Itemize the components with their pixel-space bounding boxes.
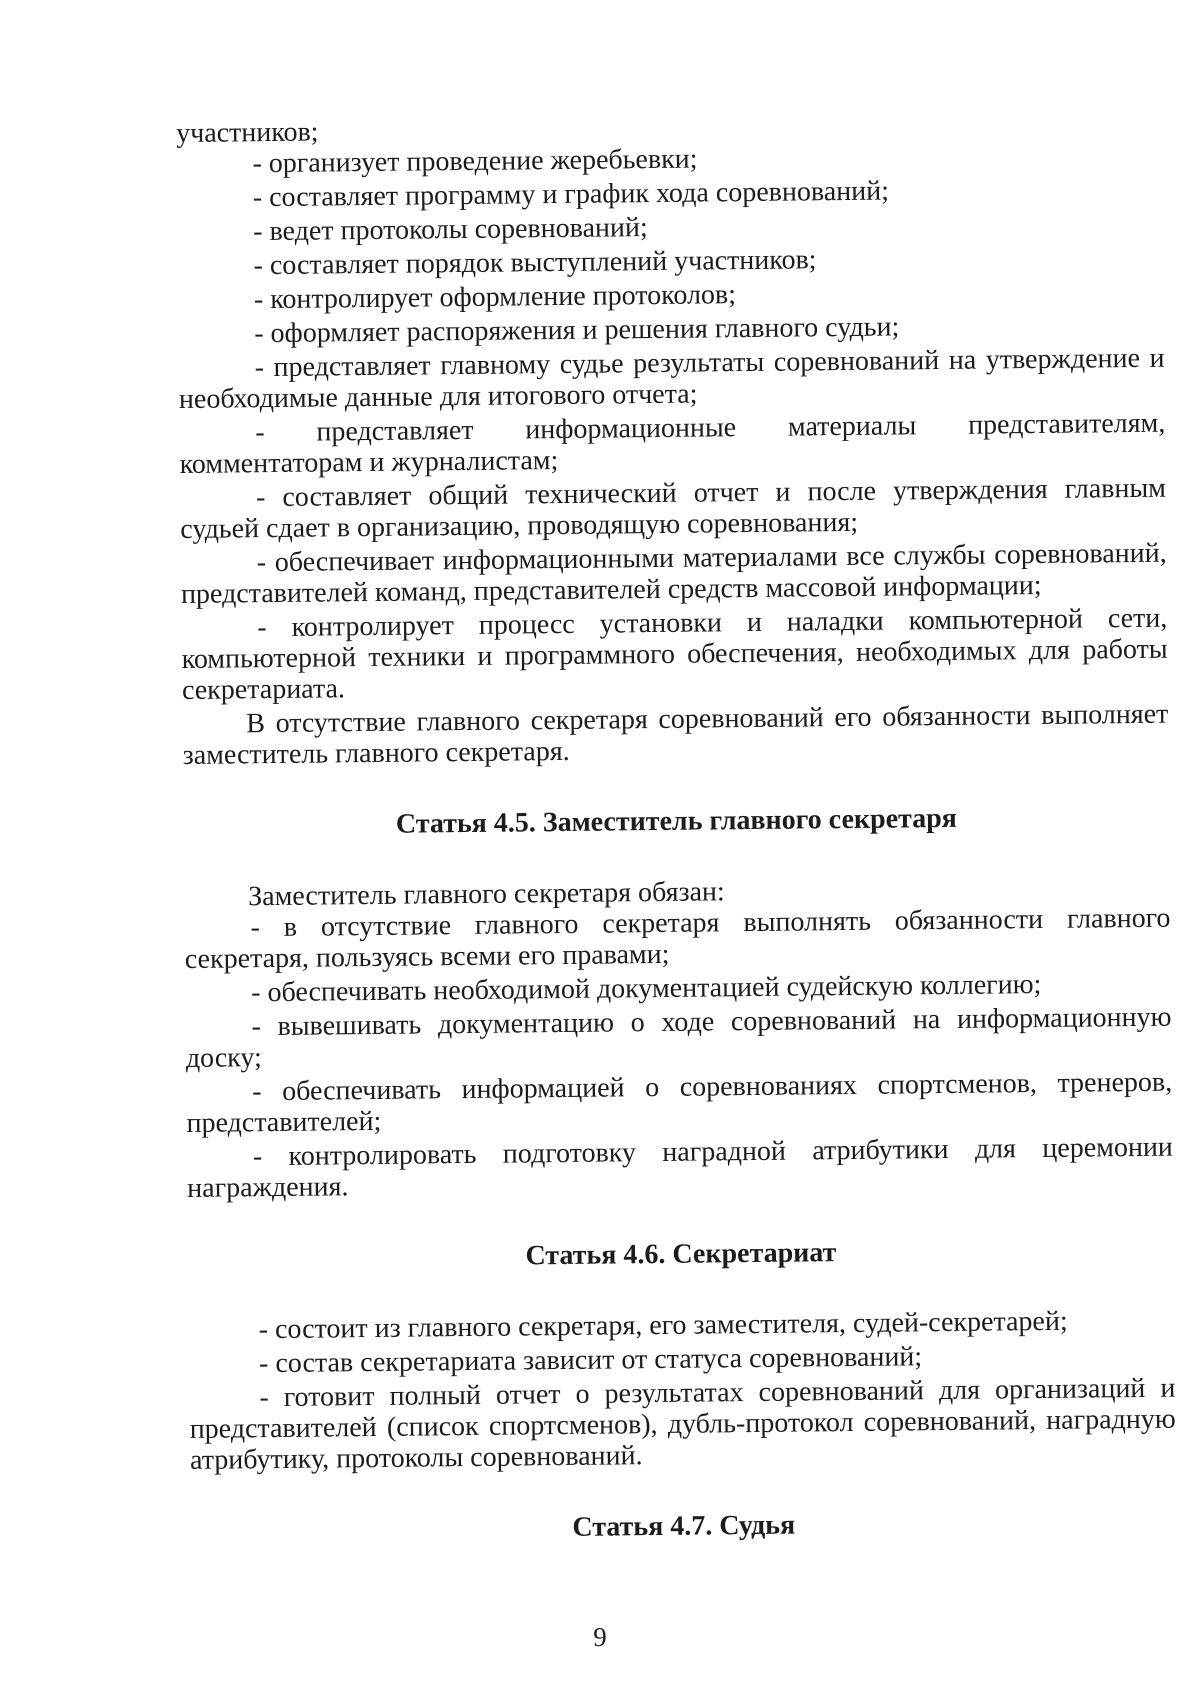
list-item: - состоит из главного секретаря, его заместителя, судей-секретарей;: [258, 1305, 1068, 1346]
section-lead: Заместитель главного секретаря обязан:: [247, 876, 725, 913]
list-item: - составляет общий технический отчет и после утверждения главным судьей сдает в организацию, проводящую соревнования;: [180, 472, 1167, 545]
list-item: - обеспечивает информационными материалами все службы соревнований, представителей команд, представителей средств массовой информации;: [180, 537, 1167, 610]
page-content: [176, 108, 1177, 1547]
list-item: - контролирует процесс установки и наладки компьютерной сети, компьютерной техники и программного обеспечения, необходимых для работы секретариата.: [181, 602, 1168, 706]
list-item: - представляет главному судье результаты соревнований на утверждение и необходимые данные для итогового отчета;: [178, 342, 1165, 415]
list-item: - организует проведение жеребьевки;: [252, 143, 698, 180]
list-item: - ведет протоколы соревнований;: [253, 212, 648, 248]
list-item: - вывешивать документацию о ходе соревнований на информационную доску;: [185, 1001, 1172, 1074]
continuation-text: участников;: [176, 116, 319, 149]
page-number: 9: [593, 1622, 607, 1652]
list-item: - контролирует оформление протоколов;: [253, 279, 737, 316]
list-item: - в отсутствие главного секретаря выполнять обязанности главного секретаря, пользуясь всеми его правами;: [184, 902, 1171, 975]
list-item: - представляет информационные материалы представителям, комментаторам и журналистам;: [179, 407, 1166, 480]
list-item: - состав секретариата зависит от статуса соревнований;: [258, 1341, 923, 1380]
section-heading-4-7: Статья 4.7. Судья: [572, 1509, 796, 1543]
list-item: - оформляет распоряжения и решения главного судьи;: [254, 311, 900, 350]
closing-paragraph: В отсутствие главного секретаря соревнований его обязанности выполняет заместитель главного секретаря.: [182, 698, 1169, 771]
list-item: - готовит полный отчет о результатах соревнований для организаций и представителей (список спортсменов), дубль-протокол соревнований, наградную атрибутику, протоколы соревнований.: [189, 1372, 1176, 1476]
list-item: - контролировать подготовку наградной атрибутики для церемонии награждения.: [187, 1131, 1173, 1204]
list-item: - составляет порядок выступлений участников;: [253, 244, 817, 282]
list-item: - составляет программу и график хода соревнований;: [252, 175, 890, 214]
section-heading-4-6: Статья 4.6. Секретариат: [525, 1237, 837, 1272]
section-heading-4-5: Статья 4.5. Заместитель главного секретаря: [395, 802, 958, 840]
list-item: - обеспечивать информацией о соревнованиях спортсменов, тренеров, представителей;: [186, 1066, 1173, 1139]
list-item: - обеспечивать необходимой документацией судейскую коллегию;: [251, 968, 1042, 1009]
